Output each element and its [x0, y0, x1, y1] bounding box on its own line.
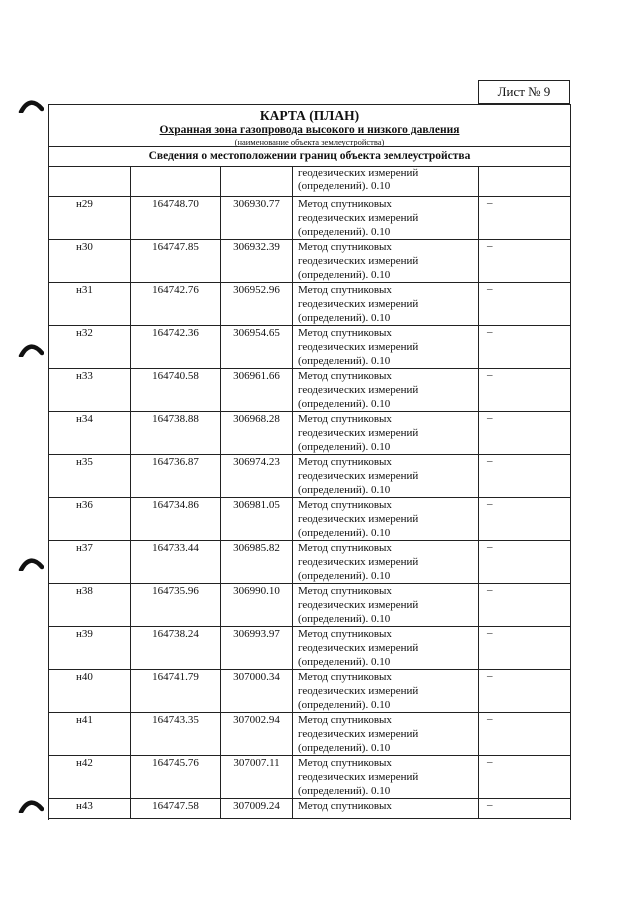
y-coordinate: 306930.77: [221, 197, 293, 239]
point-id: н39: [49, 627, 131, 669]
method-line: геодезических измерений: [298, 298, 419, 311]
table-row: [49, 326, 570, 369]
x-coordinate: 164742.76: [131, 283, 221, 325]
method-line: Метод спутниковых: [298, 714, 392, 726]
x-coordinate: 164745.76: [131, 756, 221, 798]
method-line: геодезических измерений: [298, 513, 419, 526]
table-row: [49, 283, 570, 326]
section-heading: Сведения о местоположении границ объекта землеустройства: [49, 147, 570, 167]
y-coordinate: 306932.39: [221, 240, 293, 282]
point-id: н34: [49, 412, 131, 454]
method-cell: [293, 670, 479, 712]
x-coordinate: 164735.96: [131, 584, 221, 626]
x-coordinate: 164748.70: [131, 197, 221, 239]
y-coordinate: 306968.28: [221, 412, 293, 454]
accuracy-dash: –: [487, 670, 493, 682]
method-cell: [293, 713, 479, 755]
point-id: н33: [49, 369, 131, 411]
method-line: (определений). 0.10: [298, 785, 391, 798]
method-cell: [293, 283, 479, 325]
table-row: [49, 756, 570, 799]
accuracy-dash: –: [487, 326, 493, 338]
y-coordinate: 306985.82: [221, 541, 293, 583]
method-line: геодезических измерений: [298, 255, 419, 268]
accuracy-dash: –: [487, 455, 493, 467]
method-line: Метод спутниковых: [298, 499, 392, 511]
method-line: (определений). 0.10: [298, 699, 391, 712]
point-id: н38: [49, 584, 131, 626]
method-cell: [293, 167, 479, 196]
y-coordinate: 306952.96: [221, 283, 293, 325]
document-frame: [48, 104, 571, 820]
method-line: Метод спутниковых: [298, 198, 392, 210]
method-line: (определений). 0.10: [298, 484, 391, 497]
method-line: (определений). 0.10: [298, 656, 391, 669]
method-line: геодезических измерений: [298, 556, 419, 569]
method-line: геодезических измерений: [298, 685, 419, 698]
point-id: н37: [49, 541, 131, 583]
x-coordinate: 164741.79: [131, 670, 221, 712]
method-cell: [293, 412, 479, 454]
document-header: [49, 105, 570, 147]
punch-hole-mark: [18, 555, 44, 571]
method-line: геодезических измерений: [298, 771, 419, 784]
y-coordinate: 307000.34: [221, 670, 293, 712]
method-line: (определений). 0.10: [298, 570, 391, 583]
table-row: [49, 197, 570, 240]
method-line: (определений). 0.10: [298, 269, 391, 282]
table-row: [49, 240, 570, 283]
accuracy-dash: –: [487, 498, 493, 510]
y-coordinate: 307007.11: [221, 756, 293, 798]
method-cell: [293, 455, 479, 497]
method-line: Метод спутниковых: [298, 327, 392, 339]
point-id: н30: [49, 240, 131, 282]
y-coordinate: 306981.05: [221, 498, 293, 540]
method-line: (определений). 0.10: [298, 742, 391, 755]
sheet-number: Лист № 9: [478, 80, 570, 104]
accuracy-dash: –: [487, 197, 493, 209]
method-line: (определений). 0.10: [298, 355, 391, 368]
method-line: Метод спутниковых: [298, 671, 392, 683]
accuracy-dash: –: [487, 627, 493, 639]
accuracy-dash: –: [487, 541, 493, 553]
accuracy-dash: –: [487, 713, 493, 725]
method-line: геодезических измерений: [298, 470, 419, 483]
method-cell: [293, 240, 479, 282]
accuracy-dash: –: [487, 799, 493, 811]
method-line: Метод спутниковых: [298, 413, 392, 425]
x-coordinate: 164738.88: [131, 412, 221, 454]
table-row: [49, 670, 570, 713]
method-cell: Метод спутниковых: [293, 799, 479, 818]
point-id: н43: [49, 799, 131, 818]
x-coordinate: 164733.44: [131, 541, 221, 583]
punch-hole-mark: [18, 797, 44, 813]
y-coordinate: 306974.23: [221, 455, 293, 497]
method-line: геодезических измерений: [298, 427, 419, 440]
method-line: геодезических измерений: [298, 599, 419, 612]
accuracy-dash: –: [487, 756, 493, 768]
document-title: КАРТА (ПЛАН): [259, 108, 360, 123]
table-row: [49, 799, 570, 819]
method-cell: [293, 541, 479, 583]
table-row: [49, 541, 570, 584]
accuracy-dash: –: [487, 283, 493, 295]
y-coordinate: 306961.66: [221, 369, 293, 411]
method-cell: [293, 197, 479, 239]
x-coordinate: 164738.24: [131, 627, 221, 669]
method-cell: [293, 584, 479, 626]
accuracy-dash: –: [487, 412, 493, 424]
method-line: Метод спутниковых: [298, 585, 392, 597]
y-coordinate: 307009.24: [221, 799, 293, 818]
method-line: Метод спутниковых: [298, 456, 392, 468]
method-line: Метод спутниковых: [298, 628, 392, 640]
x-coordinate: 164742.36: [131, 326, 221, 368]
table-row: [49, 713, 570, 756]
method-cell: [293, 627, 479, 669]
x-coordinate: 164747.85: [131, 240, 221, 282]
object-name-caption: (наименование объекта землеустройства): [234, 137, 385, 147]
table-row: [49, 498, 570, 541]
object-name: Охранная зона газопровода высокого и низкого давления: [159, 124, 460, 136]
method-line: (определений). 0.10: [298, 398, 391, 411]
method-line: Метод спутниковых: [298, 370, 392, 382]
method-line: геодезических измерений: [298, 341, 419, 354]
y-coordinate: 306993.97: [221, 627, 293, 669]
point-id: н35: [49, 455, 131, 497]
table-row: [49, 584, 570, 627]
accuracy-dash: –: [487, 369, 493, 381]
method-line: (определений). 0.10: [298, 226, 391, 239]
y-coordinate: 307002.94: [221, 713, 293, 755]
method-cell: [293, 498, 479, 540]
method-line: (определений). 0.10: [298, 613, 391, 626]
table-row: [49, 369, 570, 412]
point-id: н40: [49, 670, 131, 712]
accuracy-dash: –: [487, 584, 493, 596]
x-coordinate: 164743.35: [131, 713, 221, 755]
method-cell: [293, 369, 479, 411]
method-cell: [293, 756, 479, 798]
method-line: (определений). 0.10: [298, 527, 391, 540]
table-row: [49, 412, 570, 455]
x-coordinate: 164734.86: [131, 498, 221, 540]
method-line: Метод спутниковых: [298, 757, 392, 769]
x-coordinate: 164736.87: [131, 455, 221, 497]
point-id: н29: [49, 197, 131, 239]
method-line: Метод спутниковых: [298, 284, 392, 296]
table-row: [49, 167, 570, 197]
method-continuation: геодезических измерений (определений). 0.10: [298, 167, 419, 192]
point-id: н36: [49, 498, 131, 540]
method-line: геодезических измерений: [298, 384, 419, 397]
point-id: н31: [49, 283, 131, 325]
method-line: (определений). 0.10: [298, 312, 391, 325]
table-row: [49, 627, 570, 670]
method-line: Метод спутниковых: [298, 542, 392, 554]
point-id: н41: [49, 713, 131, 755]
method-line: геодезических измерений: [298, 642, 419, 655]
y-coordinate: 306954.65: [221, 326, 293, 368]
point-id: н42: [49, 756, 131, 798]
table-row: [49, 455, 570, 498]
coordinates-table: [49, 167, 570, 819]
accuracy-dash: –: [487, 240, 493, 252]
x-coordinate: 164740.58: [131, 369, 221, 411]
method-cell: [293, 326, 479, 368]
punch-hole-mark: [18, 97, 44, 113]
method-line: (определений). 0.10: [298, 441, 391, 454]
x-coordinate: 164747.58: [131, 799, 221, 818]
method-line: геодезических измерений: [298, 212, 419, 225]
y-coordinate: 306990.10: [221, 584, 293, 626]
method-line: Метод спутниковых: [298, 241, 392, 253]
point-id: н32: [49, 326, 131, 368]
method-line: геодезических измерений: [298, 728, 419, 741]
punch-hole-mark: [18, 341, 44, 357]
